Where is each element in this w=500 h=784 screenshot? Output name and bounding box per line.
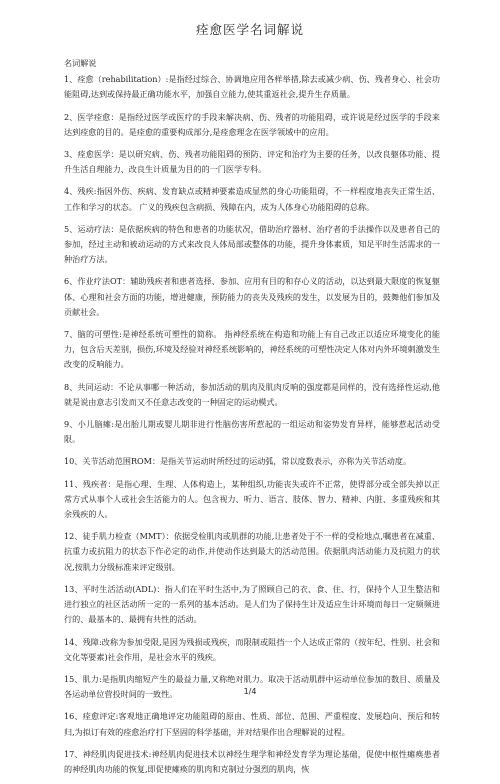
paragraph-16: 16、痊愈评定:客观地正确地评定功能阻碍的原由、性质、部位、范围、严重程度、发展趋向、预后和转归,为拟订有效的痊愈治疗打下坚固的科学基础，并对结果作出合理解说的过程。 (64, 711, 440, 737)
paragraph-11: 11、残疾者：是指心理、生理、人体构造上，某种组织,功能丧失或许不正常，使得部分或全部失掉以正常方式从事个人或社会生活能力的人。包含视力、听力、语言、肢体、智力、精神、内脏、多重残疾和其余残疾的人。 (64, 478, 440, 520)
paragraph-4: 4、残疾:指因外伤、疾病、发育缺点或精神要素造成显然的身心功能阻碍，不一样程度地丧失正常生活、工作和学习的状态。 广义的残疾包含病损、残障在内，成为人体身心功能阻碍的总称。 (64, 186, 440, 212)
paragraph-14: 14、残障:改称为参加受限,是因为残损或残疾，而限制或阻挡一个人达成正常的（按年纪、性别、社会和文化等要素)社会作用，是社会水平的残疾。 (64, 636, 440, 662)
paragraph-8: 8、共同运动：不论从事哪一种活动，参加活动的肌肉及肌肉反响的强度都是同样的，没有选择性运动,他就是说由意志引发而又不任意志改变的一种固定的运动模式。 (64, 381, 440, 407)
paragraph-5: 5、运动疗法：是依据疾病的特色和患者的功能状况，借助治疗器材、治疗者的手法操作以及患者自己的参加，经过主动和被动运动的方式来改良人体局部或整体的功能，提升身体素质，知足平时生活需求的一种治疗方法。 (64, 223, 440, 265)
paragraph-10: 10、关节活动范围ROM：是指关节运动时所经过的运动弧，常以度数表示，亦称为关节活动度。 (64, 456, 411, 467)
section-heading: 名词解说 (64, 58, 97, 68)
paragraph-2: 2、医学痊愈：是指经过医学或医疗的手段来解决病、伤、残者的功能阻碍，或许说是经过医学的手段来达到痊愈的目的。是痊愈的重要构成部分,是痊愈理念在医学领域中的应用。 (64, 111, 440, 137)
document-body (64, 56, 440, 784)
paragraph-7: 7、脑的可塑性:是神经系统可塑性的简称。 指神经系统在构造和功能上有自己改正以适应环境变化的能力，包含后天差别，损伤,环境及经验对神经系统影响的，神经系统的可塑性决定人体对内外环境刺激发生改变的反响能力。 (64, 329, 440, 370)
paragraph-1: 1、痊愈（rehabilitation）:是指经过综合、协调地应用各样举措,除去或减少病、伤、残者身心、社会功能阻碍,达到或保持最正确功能水平，加强自立能力,使其重返社会,提升生存质量。 (64, 74, 440, 100)
paragraph-6: 6、作业疗法OT：辅助残疾者和患者选择、参加、应用有目的和存心义的活动，以达到最大限度的恢复躯体、心理和社会方面的功能，增进健康，预防能力的丧失及残疾的发生，以发展为目的，鼓舞他们参加及贡献社会。 (64, 276, 440, 317)
paragraph-9: 9、小儿脑瘫:是出胎儿期或婴儿期非进行性脑伤害所惹起的一组运动和姿势发育异样，能够惹起活动受限。 (64, 419, 440, 445)
document-title: 痊愈医学名词解说 (195, 22, 304, 37)
paragraph-12: 12、徒手肌力检查（MMT）：依据受检肌肉或肌群的功能,让患者处于不一样的受检地点,嘱患者在减重、抗重力或抗阻力的状态下作必定的动作,并使动作达到最大的活动范围。依据肌肉活动能力及抗阻力的状况,按肌力分级标准来评定级别。 (64, 531, 440, 572)
paragraph-3: 3、痊愈医学：是以研究病、伤、残者功能阻碍的预防、评定和治疗为主要的任务，以改良躯体功能、提升生活自理能力、改良生计质量为目的的一门医学专科。 (64, 149, 440, 175)
page-number: 1/4 (243, 687, 257, 696)
paragraph-17: 17、神经肌肉促进技术:神经肌肉促进技术以神经生理学和神经发育学为理论基础，促使中枢性瘫痪患者的神经肌肉功能的恢复,即促使瘫痪的肌肉和克制过分强烈的肌肉，恢 (64, 748, 440, 774)
paragraph-15: 15、肌力:是指肌肉缩短产生的最益力量,又称绝对肌力。取决于活动肌群中运动单位参加的数目、质量及各运动单位营投时间的一致性。 (64, 673, 440, 700)
paragraph-13: 13、平时生活活动(ADL)：指人们在平时生活中,为了照顾自己的衣、食、住、行，保持个人卫生整洁和进行独立的社区活动所一定的一系列的基本活动。是人们为了保持生计及适应生计环境而每日一定频频进行的、最基本的、最拥有共性的活动。 (64, 583, 440, 625)
